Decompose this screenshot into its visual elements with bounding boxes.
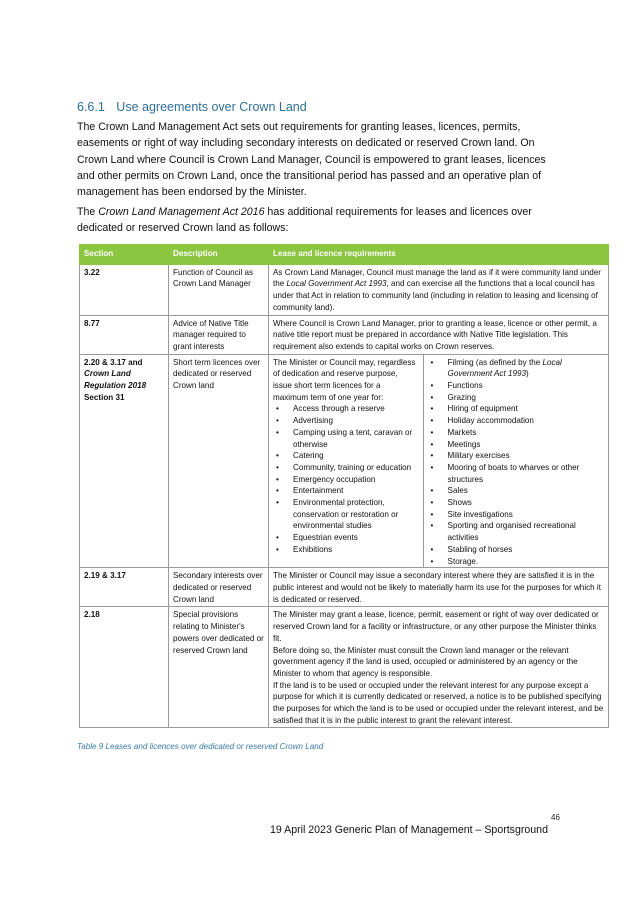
row-description: Secondary interests over dedicated or reserved Crown land	[169, 568, 269, 607]
act-paragraph	[77, 204, 565, 237]
list-item: • Advertising	[273, 415, 417, 427]
intro-paragraph: The Crown Land Management Act sets out requirements for granting leases, licences, permits, easements or right of way including secondary interests on dedicated or reserved Crown land. On Crown Land where Council is Crown Land Manager, Council is empowered to grant leases, licences and other permits on Crown Land, once the transitional period has passed and an operative plan of management has been endorsed by the Minister.	[77, 121, 546, 199]
row-requirements	[269, 354, 609, 568]
row-requirements	[269, 264, 609, 315]
row-section	[80, 354, 169, 568]
purpose-list	[428, 357, 604, 568]
licence-intro: The Minister or Council may, regardless of dedication and reserve purpose, issue short term licences for a maximum term of one year for:	[273, 357, 416, 402]
licence-purposes-left	[273, 357, 423, 567]
table-row	[80, 354, 609, 568]
list-item: • Military exercises	[428, 450, 604, 462]
list-item: • Storage.	[428, 556, 604, 568]
header-section: Section	[80, 245, 169, 265]
table-row	[80, 315, 609, 354]
act-name: Crown Land Management Act 2016	[98, 206, 265, 218]
list-item: • Grazing	[428, 392, 604, 404]
row-section: 2.18	[80, 607, 169, 728]
table-row	[80, 568, 609, 607]
list-item: • Functions	[428, 380, 604, 392]
section-title: Use agreements over Crown Land	[116, 100, 307, 114]
leases-table	[79, 244, 609, 728]
table-caption: Table 9 Leases and licences over dedicated or reserved Crown Land	[77, 742, 324, 751]
list-item-act-name: Local Government Act 1993	[447, 357, 562, 379]
req-paragraph: The Minister may grant a lease, licence, permit, easement or right of way over dedicated or reserved Crown land for a facility or infrastructure, or any other purpose the Minister thinks fit.	[273, 610, 599, 643]
req-text: , and can exercise all the functions that a local council has under that Act in relation to community land (including in relation to leasing and licensing of community land).	[273, 279, 598, 312]
act-paragraph-post: has additional requirements for leases and licences over dedicated or reserved Crown land as follows:	[77, 206, 532, 235]
list-item: • Holiday accommodation	[428, 415, 604, 427]
req-text: As Crown Land Manager, Council must manage the land as if it were community land under the	[273, 267, 601, 289]
row-section: 2.19 & 3.17	[80, 568, 169, 607]
page-number: 46	[551, 813, 560, 822]
list-item: • Site investigations	[428, 509, 604, 521]
section-ref: Section 31	[84, 392, 125, 402]
list-item: • Markets	[428, 427, 604, 439]
list-item: • Catering	[273, 450, 417, 462]
list-item: • Environmental protection, conservation or restoration or environmental studies	[273, 497, 417, 532]
row-description: Advice of Native Title manager required to grant interests	[169, 315, 269, 354]
req-paragraph: Before doing so, the Minister must consult the Crown land manager or the relevant government agency if the land is used, occupied or administered by an agency or the Minister to whom that agency is responsible.	[273, 645, 578, 678]
regulation-name: Crown Land Regulation 2018	[84, 369, 147, 391]
list-item: • Equestrian events	[273, 532, 417, 544]
list-item: • Sales	[428, 485, 604, 497]
header-description: Description	[169, 245, 269, 265]
row-description: Special provisions relating to Minister's powers over dedicated or reserved Crown land	[169, 607, 269, 728]
list-item: • Community, training or education	[273, 462, 417, 474]
list-item-text: Filming (as defined by the	[447, 357, 543, 367]
row-description: Short term licences over dedicated or reserved Crown land	[169, 354, 269, 568]
section-heading	[77, 100, 307, 114]
row-requirements: The Minister or Council may issue a secondary interest where they are satisfied it is in the public interest and would not be likely to materially harm its use for the purposes for which it is dedicated or reserved.	[269, 568, 609, 607]
page-footer: 19 April 2023 Generic Plan of Management – Sportsground	[270, 824, 548, 836]
row-section: 8.77	[80, 315, 169, 354]
list-item: • Hiring of equipment	[428, 403, 604, 415]
table-row	[80, 607, 609, 728]
list-item: • Entertainment	[273, 485, 417, 497]
row-requirements	[269, 607, 609, 728]
req-paragraph: If the land is to be used or occupied under the relevant interest for any purpose except a purpose for which it is currently dedicated or reserved, a notice is to be published specifying the purposes for which the land is to be used or occupied under the relevant interest, and be satisfied that it is in the public interest to grant the relevant interest.	[273, 680, 604, 725]
list-item: • Sporting and organised recreational activities	[428, 520, 604, 543]
list-item: • Exhibitions	[273, 544, 417, 556]
list-item: • Emergency occupation	[273, 474, 417, 486]
list-item: • Stabling of horses	[428, 544, 604, 556]
row-section: 3.22	[80, 264, 169, 315]
table-row	[80, 264, 609, 315]
section-ref: 2.20 & 3.17 and	[84, 357, 143, 367]
licence-purposes-right	[423, 355, 604, 568]
row-requirements: Where Council is Crown Land Manager, prior to granting a lease, licence or other permit, a native title report must be prepared in accordance with Native Title legislation. This requirement also extends to capital works on Crown reserves.	[269, 315, 609, 354]
list-item	[428, 357, 604, 380]
list-item: • Shows	[428, 497, 604, 509]
section-number: 6.6.1	[77, 100, 105, 114]
purpose-list	[273, 403, 417, 555]
list-item: • Access through a reserve	[273, 403, 417, 415]
act-paragraph-pre: The	[77, 206, 99, 218]
header-requirements: Lease and licence requirements	[269, 245, 609, 265]
list-item: • Mooring of boats to wharves or other structures	[428, 462, 604, 485]
req-act-name: Local Government Act 1993	[286, 279, 387, 289]
list-item: • Meetings	[428, 439, 604, 451]
list-item: • Camping using a tent, caravan or otherwise	[273, 427, 417, 450]
list-item-text: )	[525, 369, 529, 379]
row-description: Function of Council as Crown Land Manager	[169, 264, 269, 315]
table-header-row	[80, 245, 609, 265]
